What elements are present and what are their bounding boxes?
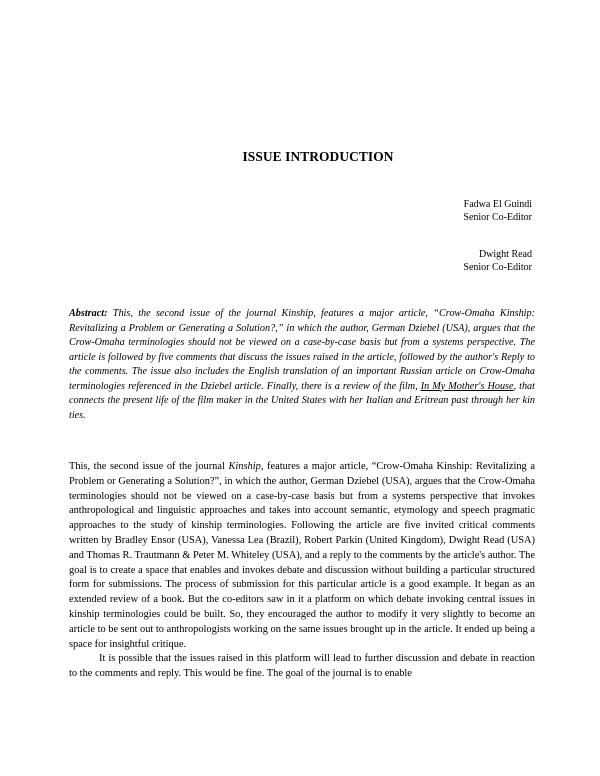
author-name: Dwight Read [478,249,532,260]
paragraph-text: This, the second issue of the journal [69,461,229,472]
paragraph: It is possible that the issues raised in this platform will lead to further discussion and debate in reaction to the comments and reply. This would be fine. The goal of the journal is to enable [69,653,535,680]
abstract [69,307,535,423]
author-role: Senior Co-Editor [463,212,532,223]
author-name: Fadwa El Guindi [463,199,532,210]
abstract-label: Abstract: [69,308,108,319]
author-block [463,198,532,274]
abstract-text: This, the second issue of the journal Kinship, features a major article, “Crow-Omaha Kinship: Revitalizing a Problem or Generating a Solution?,” in which the author, German Dziebel (USA), argues that the Crow-Omaha terminologies should not be viewed on a case-by-case basis but from a systems perspective. The article is followed by five comments that discuss the issues raised in the article, followed by the author's Reply to the comments. The issue also includes the English translation of an important Russian article on Crow-Omaha terminologies referenced in the Dziebel article. Finally, there is a review of the film, [69,308,535,392]
film-title: In My Mother's House [420,380,514,392]
paragraph [69,460,535,652]
author-role: Senior Co-Editor [463,262,532,273]
page-title: ISSUE INTRODUCTION [242,149,394,164]
journal-name: Kinship [228,461,261,472]
body-text [69,460,535,682]
abstract-text-end: , that connects the present life of the film maker in the United States with her Italian and Eritrean past through her kin ties. [69,380,535,421]
paragraph-text: , features a major article, “Crow-Omaha Kinship: Revitalizing a Problem or Generating a Solution?”, in which the author, German Dziebel (USA), argues that the Crow-Omaha terminologies should not be viewed on a case-by-case basis but from a systems perspective that invokes anthropological and linguistic approaches and takes into account semantic, etymology and speech pragmatic approaches to the study of kinship terminologies. Following the article are five invited critical comments written by Bradley Ensor (USA), Vanessa Lea (Brazil), Robert Parkin (United Kingdom), Dwight Read (USA) and Thomas R. Trautmann & Peter M. Whiteley (USA), and a reply to the comments by the article's author. The goal is to create a space that enables and invokes debate and discussion without building a particular structured form for submissions. The process of submission for this particular article is a good example. It began as an extended review of a book. But the co-editors saw in it a platform on which debate invoking central issues in kinship terminologies could be built. So, they encouraged the author to modify it very slightly to become an article to be sent out to anthropologists working on the same issues brought up in the article. It ended up being a space for insightful critique. [69,461,535,650]
